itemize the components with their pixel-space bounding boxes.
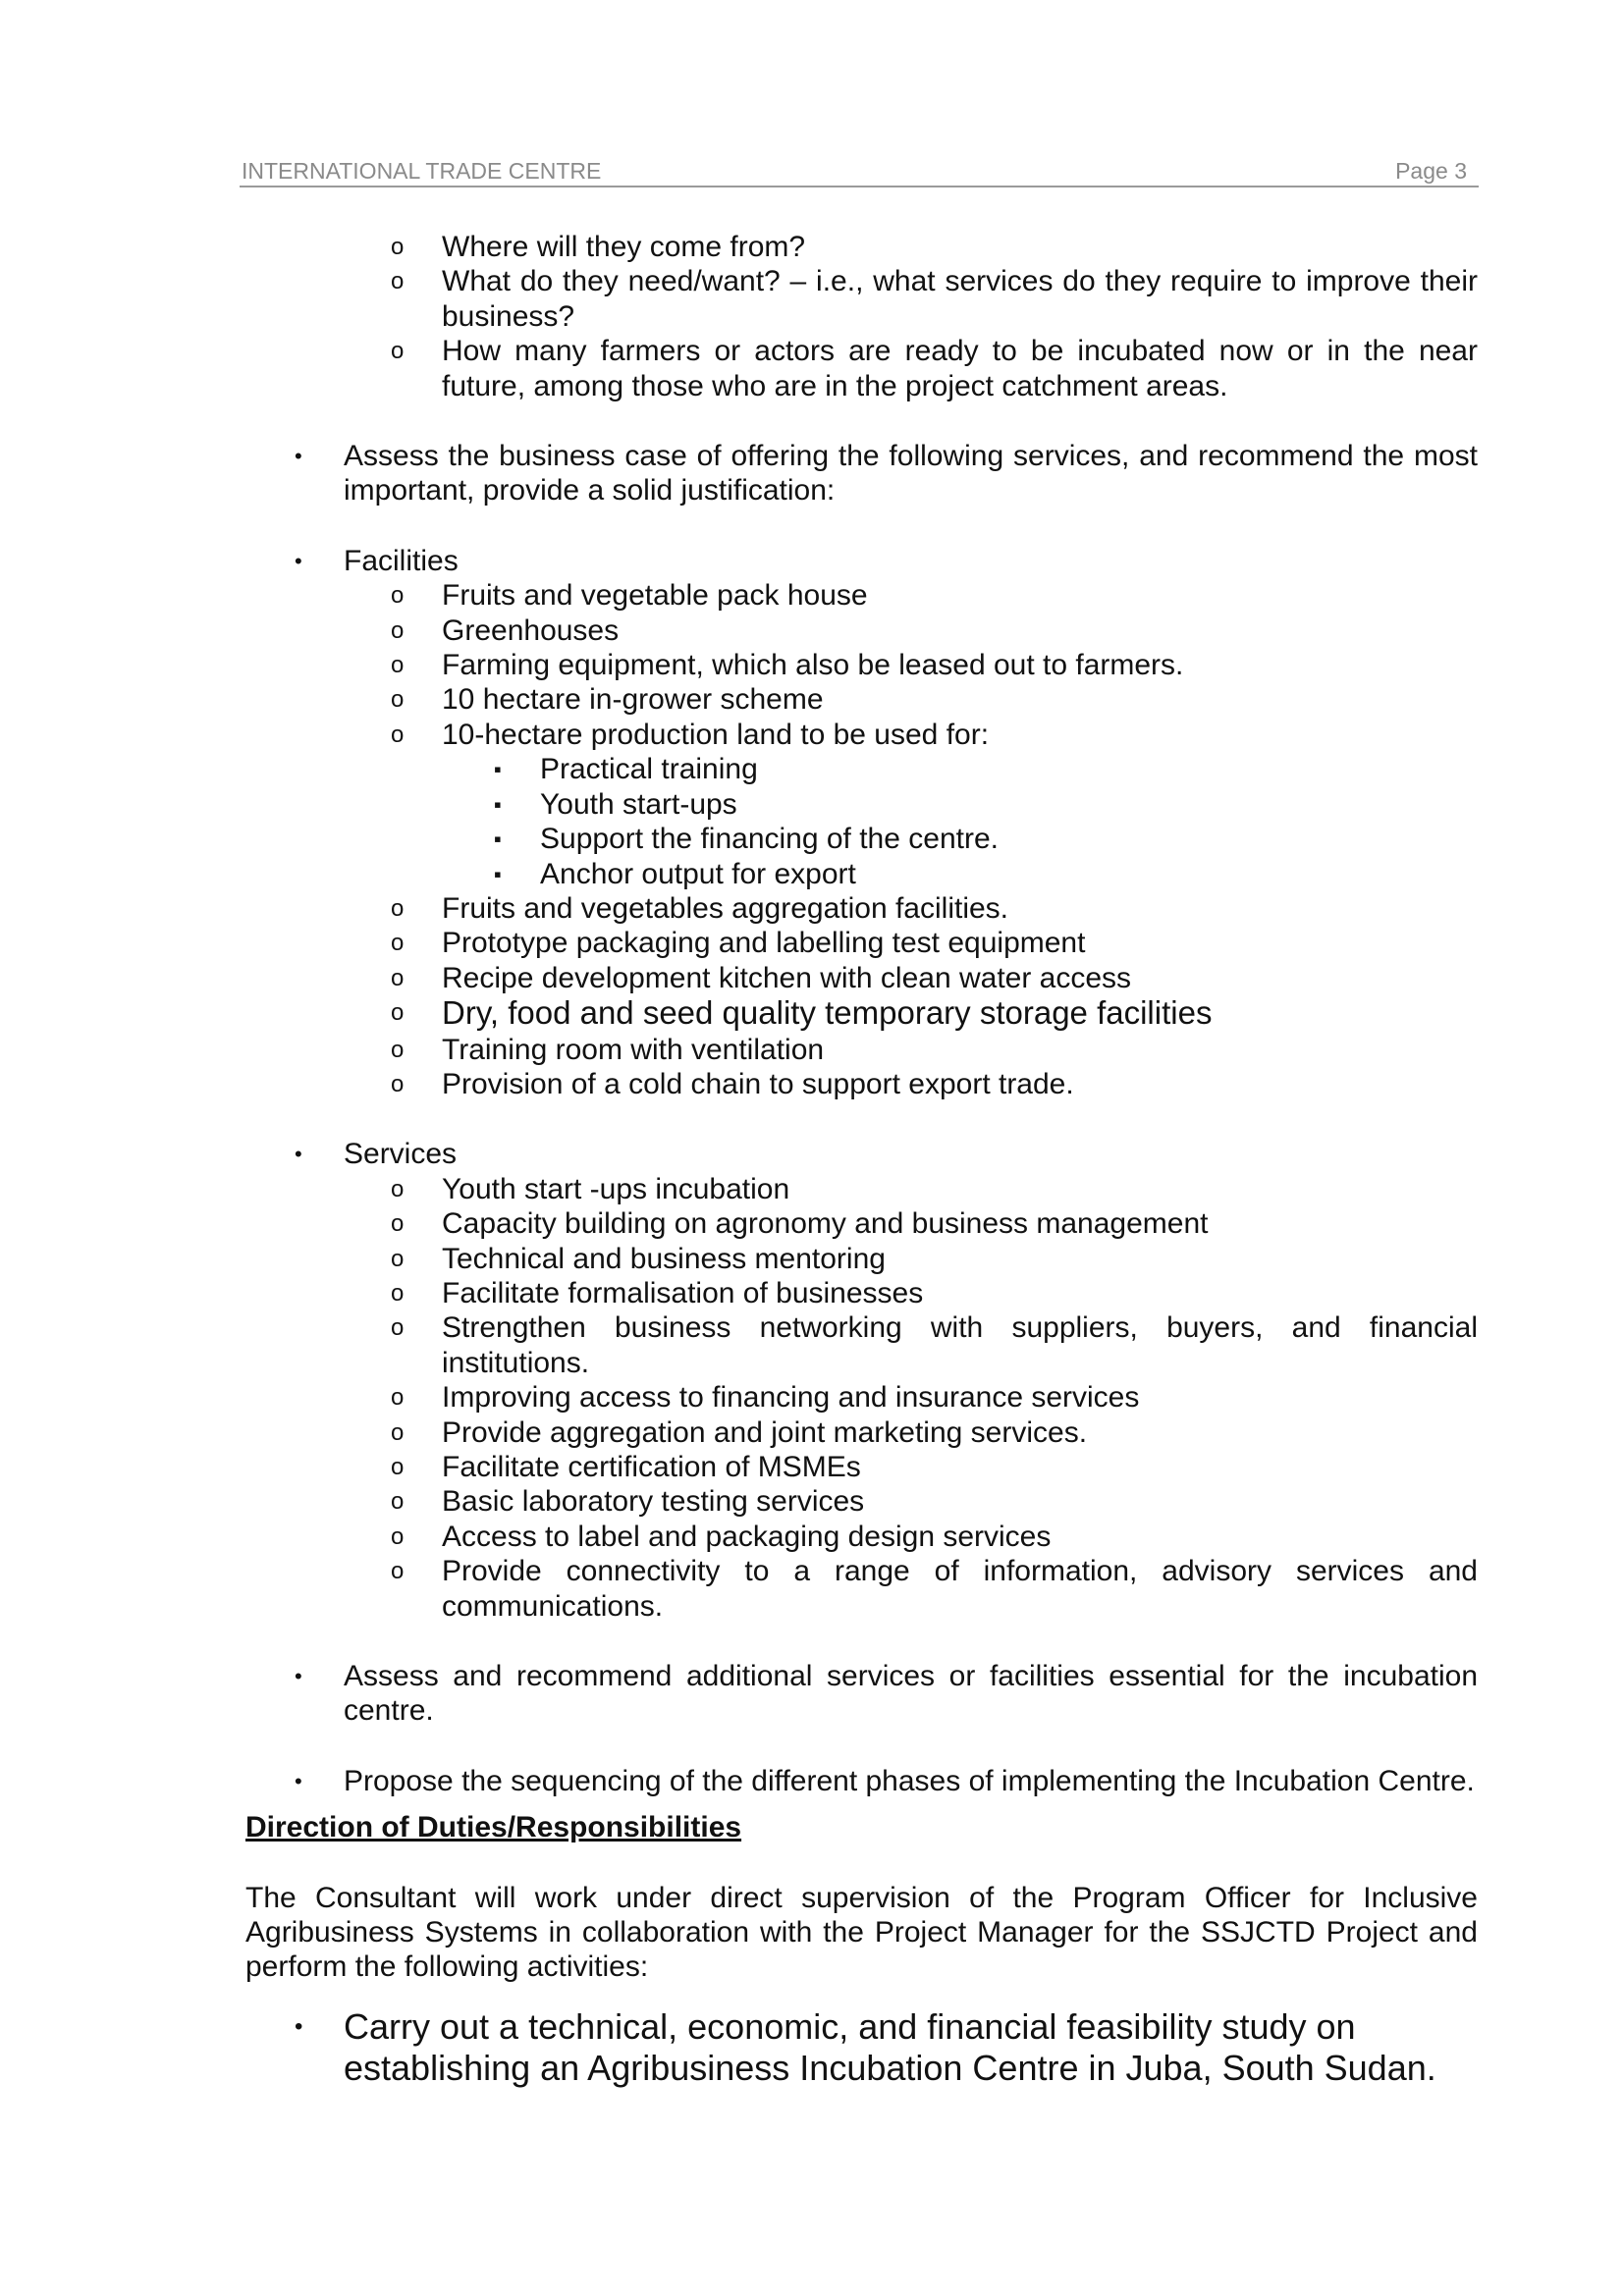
sub-list-item bbox=[245, 787, 1478, 822]
circle-bullet: o bbox=[391, 1418, 405, 1446]
bullet-marker: • bbox=[295, 1768, 302, 1793]
list-item-text: Where will they come from? bbox=[442, 231, 806, 263]
circle-bullet: o bbox=[391, 338, 405, 365]
circle-bullet: o bbox=[391, 1454, 405, 1480]
list-item-text: Capacity building on agronomy and business management bbox=[442, 1207, 1209, 1241]
circle-bullet: o bbox=[391, 268, 405, 295]
list-item bbox=[245, 682, 1478, 717]
circle-bullet: o bbox=[391, 1314, 405, 1342]
bullet-marker: • bbox=[295, 2012, 303, 2040]
page-header bbox=[240, 154, 1479, 187]
bullet-text: Propose the sequencing of the different phases of implementing the Incubation Centre. bbox=[344, 1764, 1475, 1797]
list-item-text: Farming equipment, which also be leased out to farmers. bbox=[442, 649, 1184, 682]
bullet-item bbox=[245, 1659, 1478, 1729]
list-item bbox=[245, 1484, 1478, 1519]
bullet-marker: • bbox=[295, 1664, 302, 1689]
list-item-text: Basic laboratory testing services bbox=[442, 1485, 865, 1519]
list-item bbox=[245, 1067, 1478, 1101]
list-item-text: How many farmers or actors are ready to be incubated now or in the near future, among those who are in the project catchment areas. bbox=[442, 335, 1478, 402]
list-item bbox=[245, 1520, 1478, 1554]
circle-bullet: o bbox=[391, 1522, 405, 1550]
square-bullet: ▪ bbox=[494, 757, 502, 782]
circle-bullet: o bbox=[391, 1036, 405, 1063]
square-bullet: ▪ bbox=[494, 827, 502, 852]
bullet-item bbox=[245, 544, 1478, 578]
section-heading: Direction of Duties/Responsibilities bbox=[245, 1811, 742, 1844]
list-item bbox=[245, 1380, 1478, 1415]
list-item bbox=[245, 230, 1478, 264]
bullet-marker: • bbox=[295, 1142, 302, 1167]
circle-bullet: o bbox=[391, 1558, 405, 1585]
organization-name: INTERNATIONAL TRADE CENTRE bbox=[242, 158, 602, 184]
list-item-text: Youth start -ups incubation bbox=[442, 1172, 790, 1205]
circle-bullet: o bbox=[391, 582, 405, 610]
list-item bbox=[245, 1276, 1478, 1310]
circle-bullet: o bbox=[391, 930, 405, 957]
list-item-text: Provide aggregation and joint marketing services. bbox=[442, 1415, 1088, 1449]
bullet-text: Carry out a technical, economic, and financial feasibility study on establishing an Agribusiness Incubation Centre in Juba, South Sudan. bbox=[344, 2005, 1436, 2088]
services-label: Services bbox=[344, 1138, 458, 1171]
list-item bbox=[245, 1172, 1478, 1206]
list-item bbox=[245, 926, 1478, 960]
list-item bbox=[245, 578, 1478, 613]
circle-bullet: o bbox=[391, 234, 405, 260]
circle-bullet: o bbox=[391, 894, 405, 922]
bullet-item bbox=[245, 2006, 1478, 2089]
circle-bullet: o bbox=[391, 686, 405, 714]
square-bullet: ▪ bbox=[494, 791, 502, 817]
list-item bbox=[245, 334, 1478, 403]
list-item-text: Technical and business mentoring bbox=[442, 1242, 886, 1275]
bullet-marker: • bbox=[295, 444, 302, 469]
bullet-item bbox=[245, 1764, 1478, 1798]
circle-bullet: o bbox=[391, 964, 405, 991]
circle-bullet: o bbox=[391, 1070, 405, 1097]
sub-list-item-text: Support the financing of the centre. bbox=[540, 823, 999, 856]
bullet-marker: • bbox=[295, 548, 302, 573]
sub-list-item-text: Anchor output for export bbox=[540, 857, 856, 890]
list-item bbox=[245, 1450, 1478, 1484]
list-item bbox=[245, 718, 1478, 752]
list-item-text: Provision of a cold chain to support export trade. bbox=[442, 1067, 1074, 1100]
list-item bbox=[245, 1242, 1478, 1276]
list-item bbox=[245, 648, 1478, 682]
square-bullet: ▪ bbox=[494, 861, 502, 886]
bullet-text: Assess the business case of offering the following services, and recommend the most important, provide a solid justification: bbox=[344, 440, 1478, 507]
circle-bullet: o bbox=[391, 1175, 405, 1202]
section-paragraph: The Consultant will work under direct supervision of the Program Officer for Inclusive Agribusiness Systems in collaboration with the Project Manager for the SSJCTD Project and perform the following activities: bbox=[245, 1881, 1478, 1984]
circle-bullet: o bbox=[391, 652, 405, 679]
list-item-text: Dry, food and seed quality temporary storage facilities bbox=[442, 994, 1213, 1032]
list-item-text: Fruits and vegetable pack house bbox=[442, 579, 868, 613]
list-item-text: Facilitate formalisation of businesses bbox=[442, 1276, 924, 1309]
list-item-text: Provide connectivity to a range of information, advisory services and communications. bbox=[442, 1555, 1478, 1623]
facilities-label: Facilities bbox=[344, 544, 459, 577]
list-item-text: Improving access to financing and insurance services bbox=[442, 1381, 1140, 1415]
circle-bullet: o bbox=[391, 1384, 405, 1412]
document-body bbox=[245, 230, 1478, 2089]
sub-list-item bbox=[245, 822, 1478, 856]
circle-bullet: o bbox=[391, 721, 405, 748]
list-item bbox=[245, 961, 1478, 995]
list-item-text: Access to label and packaging design services bbox=[442, 1520, 1052, 1553]
list-item bbox=[245, 1033, 1478, 1067]
list-item-text: Greenhouses bbox=[442, 614, 620, 647]
list-item-text: Fruits and vegetables aggregation facilities. bbox=[442, 891, 1009, 925]
circle-bullet: o bbox=[391, 999, 405, 1027]
sub-list-item bbox=[245, 752, 1478, 786]
circle-bullet: o bbox=[391, 1245, 405, 1272]
list-item bbox=[245, 1554, 1478, 1624]
list-item bbox=[245, 614, 1478, 648]
bullet-item bbox=[245, 1137, 1478, 1171]
list-item bbox=[245, 1206, 1478, 1241]
list-item-text: Prototype packaging and labelling test equipment bbox=[442, 927, 1086, 960]
circle-bullet: o bbox=[391, 616, 405, 644]
circle-bullet: o bbox=[391, 1279, 405, 1307]
circle-bullet: o bbox=[391, 1488, 405, 1516]
list-item-text: Facilitate certification of MSMEs bbox=[442, 1451, 861, 1483]
list-item bbox=[245, 1415, 1478, 1450]
list-item-text: Recipe development kitchen with clean water access bbox=[442, 961, 1132, 994]
list-item-text: 10 hectare in-grower scheme bbox=[442, 683, 824, 717]
list-item bbox=[245, 264, 1478, 334]
sub-list-item bbox=[245, 857, 1478, 891]
list-item-text: Strengthen business networking with suppliers, buyers, and financial institutions. bbox=[442, 1311, 1478, 1379]
sub-list-item-text: Youth start-ups bbox=[540, 787, 737, 821]
page-number: Page 3 bbox=[1395, 158, 1467, 184]
list-item-text: Training room with ventilation bbox=[442, 1033, 825, 1066]
sub-list-item-text: Practical training bbox=[540, 753, 758, 786]
list-item-text: What do they need/want? – i.e., what services do they require to improve their business? bbox=[442, 265, 1478, 333]
bullet-item bbox=[245, 439, 1478, 508]
list-item bbox=[245, 1310, 1478, 1380]
circle-bullet: o bbox=[391, 1210, 405, 1238]
list-item-text: 10-hectare production land to be used for: bbox=[442, 718, 990, 751]
list-item bbox=[245, 995, 1478, 1032]
list-item bbox=[245, 891, 1478, 926]
bullet-text: Assess and recommend additional services or facilities essential for the incubation centre. bbox=[344, 1660, 1478, 1728]
